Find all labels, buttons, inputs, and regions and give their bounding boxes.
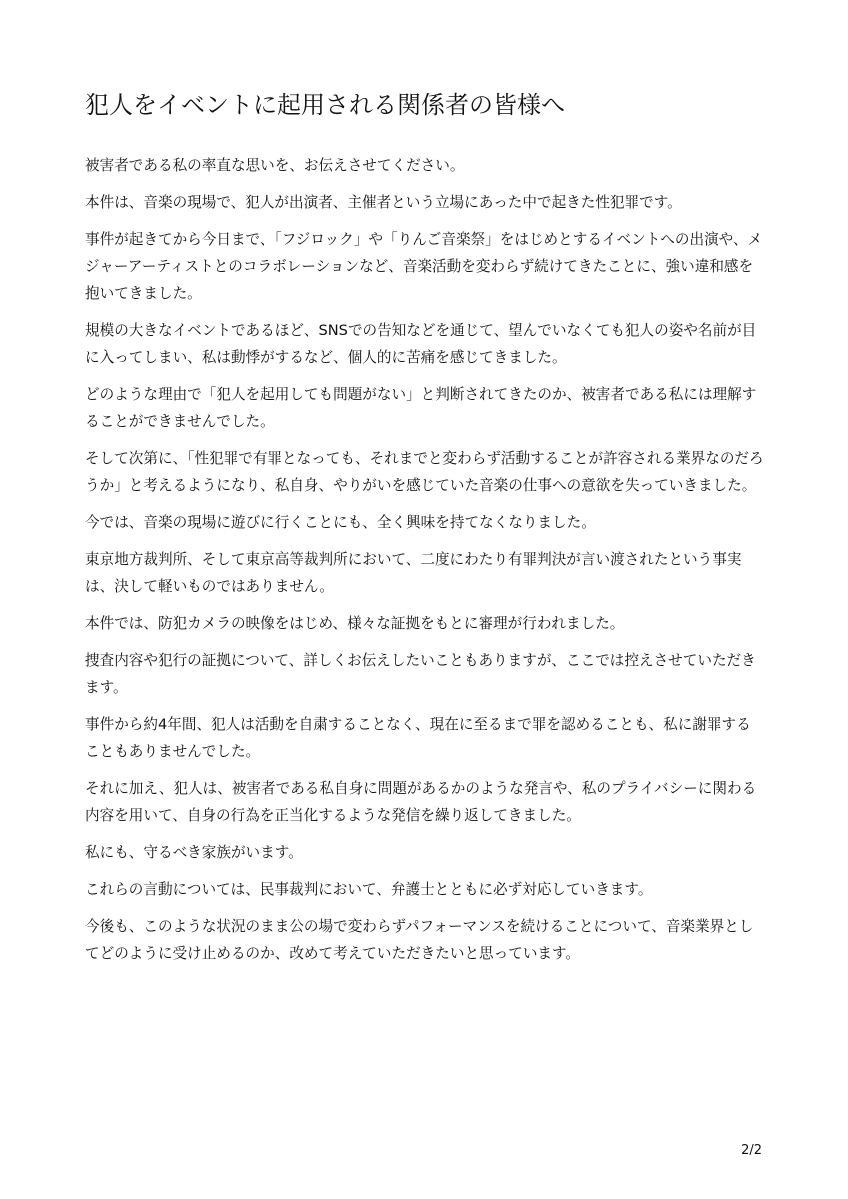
page-number: 2/2 (741, 1143, 762, 1158)
document-title: 犯人をイベントに起用される関係者の皆様へ (85, 91, 565, 119)
paragraph: 東京地方裁判所、そして東京高等裁判所において、二度にわたり有罪判決が言い渡されたという事実は、決して軽いものではありません。 (85, 551, 742, 595)
paragraph: 私にも、守るべき家族がいます。 (85, 844, 303, 861)
paragraph: そして次第に、「性犯罪で有罪となっても、それまでと変わらず活動することが許容される業界なのだろうか」と考えるようになり、私自身、やりがいを感じていた音楽の仕事への意欲を失っていきました。 (85, 450, 764, 494)
paragraph: 今後も、このような状況のまま公の場で変わらずパフォーマンスを続けることについて、音楽業界としてどのように受け止めるのか、改めて考えていただきたいと思っています。 (85, 918, 754, 962)
paragraph: 事件が起きてから今日まで、「フジロック」や「りんご音楽祭」をはじめとするイベントへの出演や、メジャーアーティストとのコラボレーションなど、音楽活動を変わらず続けてきたことに、強い違和感を抱いてきました。 (85, 231, 763, 302)
paragraph: 規模の大きなイベントであるほど、SNSでの告知などを通じて、望んでいなくても犯人の姿や名前が目に入ってしまい、私は動悸がするなど、個人的に苦痛を感じてきました。 (85, 322, 757, 366)
paragraph: どのような理由で「犯人を起用しても問題がない」と判断されてきたのか、被害者である私には理解することができませんでした。 (85, 386, 757, 430)
paragraph: 本件は、音楽の現場で、犯人が出演者、主催者という立場にあった中で起きた性犯罪です。 (85, 194, 682, 211)
paragraph: これらの言動については、民事裁判において、弁護士とともに必ず対応していきます。 (85, 881, 653, 898)
paragraph: 捜査内容や犯行の証拠について、詳しくお伝えしたいこともありますが、ここでは控えさせていただきます。 (85, 652, 756, 696)
paragraph: 今では、音楽の現場に遊びに行くことにも、全く興味を持てなくなりました。 (85, 514, 596, 531)
paragraph: 事件から約4年間、犯人は活動を自粛することなく、現在に至るまで罪を認めることも、私に謝罪することもありませんでした。 (85, 716, 751, 760)
paragraph: それに加え、犯人は、被害者である私自身に問題があるかのような発言や、私のプライバシーに関わる内容を用いて、自身の行為を正当化するような発信を繰り返してきました。 (85, 780, 757, 824)
paragraph: 被害者である私の率直な思いを、お伝えさせてください。 (85, 157, 465, 174)
document-body (85, 152, 765, 977)
paragraph: 本件では、防犯カメラの映像をはじめ、様々な証拠をもとに審理が行われました。 (85, 615, 625, 632)
